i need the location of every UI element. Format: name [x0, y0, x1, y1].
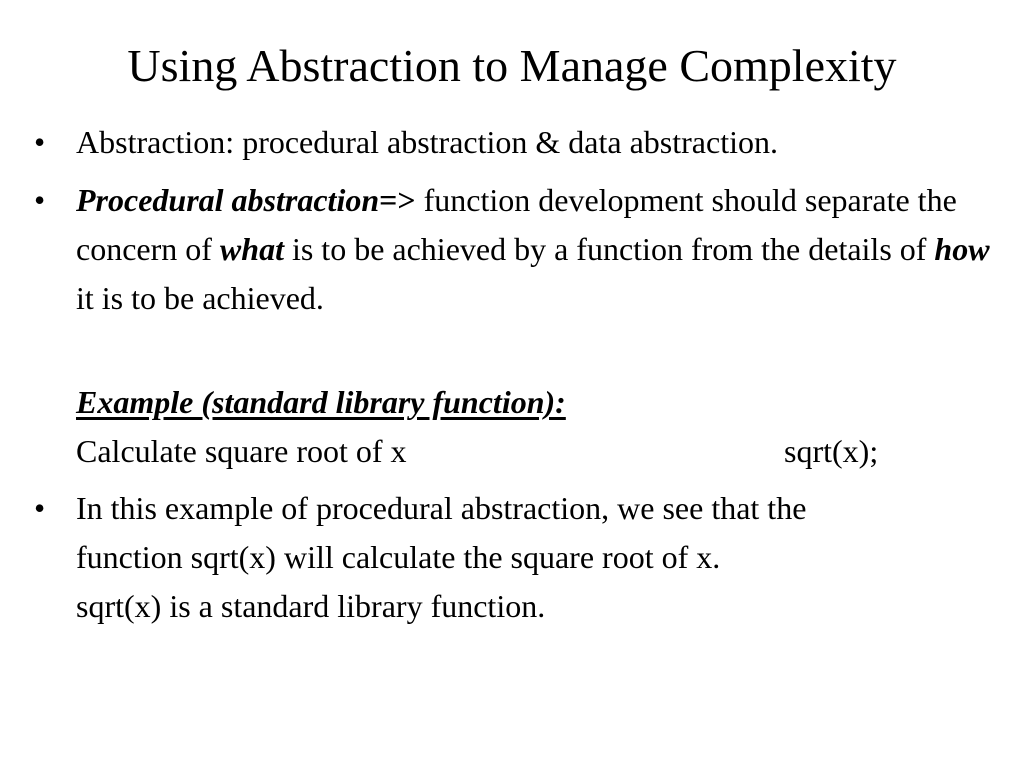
slide-title: Using Abstraction to Manage Complexity — [127, 40, 897, 91]
bullet-abstraction-types — [30, 118, 1000, 167]
example-code: sqrt(x); — [784, 433, 879, 469]
bullet-dot-icon: • — [34, 124, 46, 160]
bullet-text: Abstraction: procedural abstraction & data abstraction. — [76, 124, 778, 160]
slide-body — [30, 118, 1000, 640]
bullet-example-explanation — [30, 484, 1000, 631]
explanation-line-3: sqrt(x) is a standard library function. — [76, 588, 546, 624]
explanation-line-1: In this example of procedural abstraction, we see that the — [76, 490, 807, 526]
procedural-abstraction-term: Procedural abstraction — [76, 182, 380, 218]
bullet-dot-icon: • — [34, 182, 46, 218]
bullet-text-part3: it is to be achieved. — [76, 280, 324, 316]
example-heading: Example (standard library function): — [76, 384, 566, 420]
spacer — [30, 332, 1000, 378]
bullet-procedural-abstraction — [30, 176, 1000, 323]
bullet-dot-icon: • — [34, 490, 46, 526]
what-emphasis: what — [219, 231, 284, 267]
bullet-text-part2: is to be achieved by a function from the details of — [283, 231, 935, 267]
bullet-text-part1: function development should separate the concern of — [76, 182, 957, 267]
explanation-line-2: function sqrt(x) will calculate the square root of x. — [76, 539, 721, 575]
example-heading-line — [30, 378, 1000, 427]
how-emphasis: how — [934, 231, 990, 267]
implies-arrow: => — [379, 182, 416, 218]
example-row — [30, 427, 1000, 476]
example-description: Calculate square root of x — [76, 433, 407, 469]
